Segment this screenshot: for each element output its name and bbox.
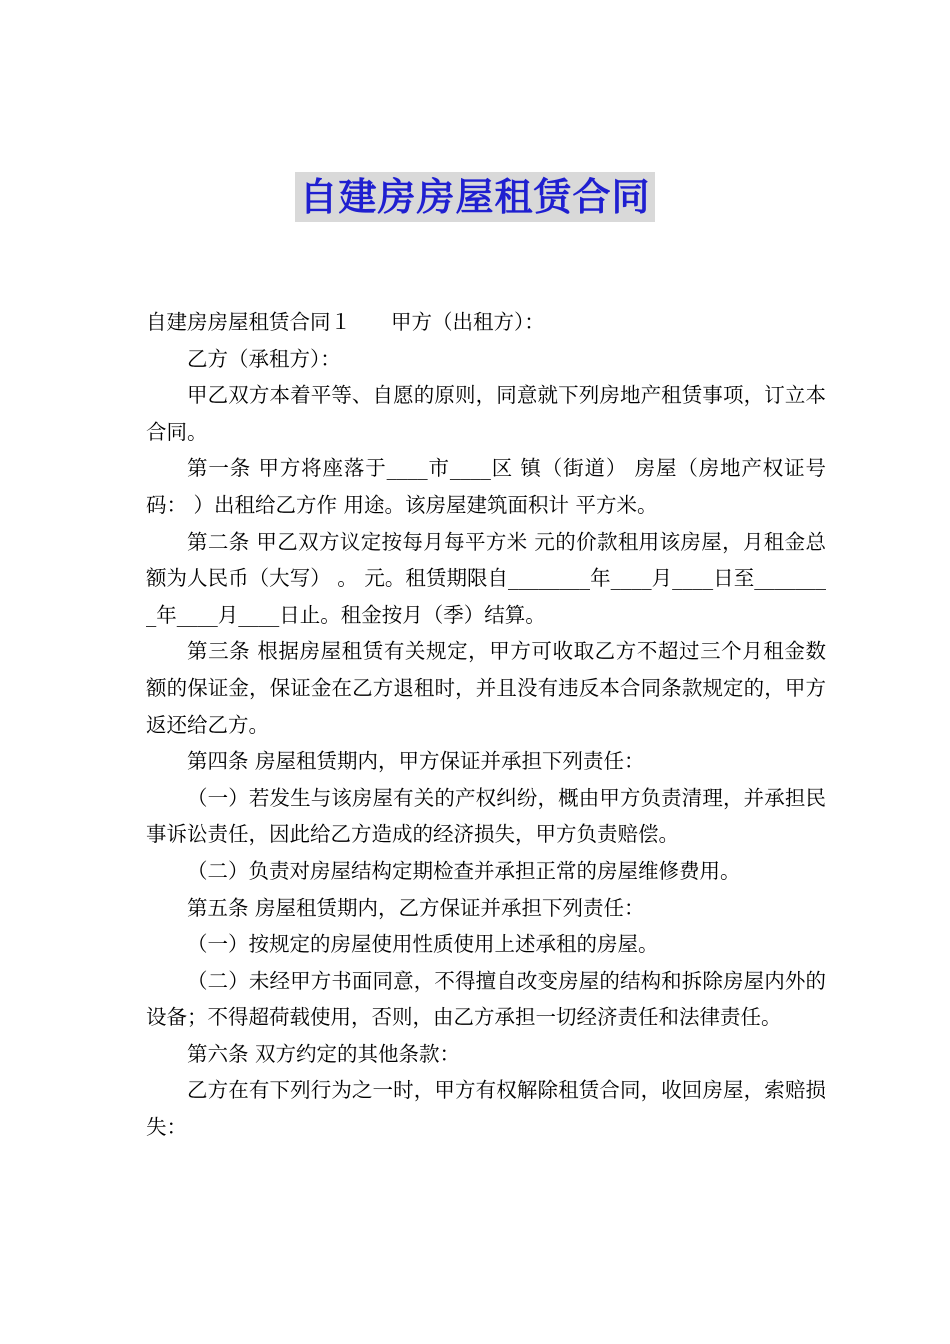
- party-a-label: 甲方（出租方）：: [391, 310, 545, 334]
- contract-heading-inline: 自建房房屋租赁合同１: [146, 310, 351, 334]
- paragraph: 第五条 房屋租赁期内，乙方保证并承担下列责任：: [187, 895, 645, 920]
- paragraph: 第一条 甲方将座落于____市____区 镇（街道） 房屋（房地产权证号码： ）出租给乙方作 用途。该房屋建筑面积计 平方米。: [146, 456, 826, 517]
- document-title: 自建房房屋租赁合同: [295, 172, 654, 222]
- paragraph: 第六条 双方约定的其他条款：: [187, 1041, 461, 1066]
- document-body: [146, 304, 826, 1146]
- title-container: [0, 172, 950, 222]
- paragraph: （一）按规定的房屋使用性质使用上述承租的房屋。: [187, 932, 659, 957]
- paragraph: 第二条 甲乙双方议定按每月每平方米 元的价款租用该房屋，月租金总额为人民币（大写） 。 元。租赁期限自________年____月____日至________年____月____日止。租金按月（季）结算。: [146, 529, 826, 627]
- paragraph: （二）未经甲方书面同意，不得擅自改变房屋的结构和拆除房屋内外的设备；不得超荷载使用，否则，由乙方承担一切经济责任和法律责任。: [146, 968, 826, 1030]
- paragraph-intro: [146, 304, 826, 341]
- paragraph: 乙方（承租方）：: [187, 346, 341, 371]
- paragraph: 乙方在有下列行为之一时，甲方有权解除租赁合同，收回房屋，索赔损失：: [146, 1078, 826, 1140]
- paragraph: （二）负责对房屋结构定期检查并承担正常的房屋维修费用。: [187, 858, 741, 883]
- paragraph: （一）若发生与该房屋有关的产权纠纷，概由甲方负责清理，并承担民事诉讼责任，因此给乙方造成的经济损失，甲方负责赔偿。: [146, 785, 826, 847]
- paragraph: 第四条 房屋租赁期内，甲方保证并承担下列责任：: [187, 749, 645, 774]
- paragraph: 第三条 根据房屋租赁有关规定，甲方可收取乙方不超过三个月租金数额的保证金，保证金在乙方退租时，并且没有违反本合同条款规定的，甲方返还给乙方。: [146, 639, 826, 737]
- paragraph: 甲乙双方本着平等、自愿的原则，同意就下列房地产租赁事项，订立本合同。: [146, 383, 826, 444]
